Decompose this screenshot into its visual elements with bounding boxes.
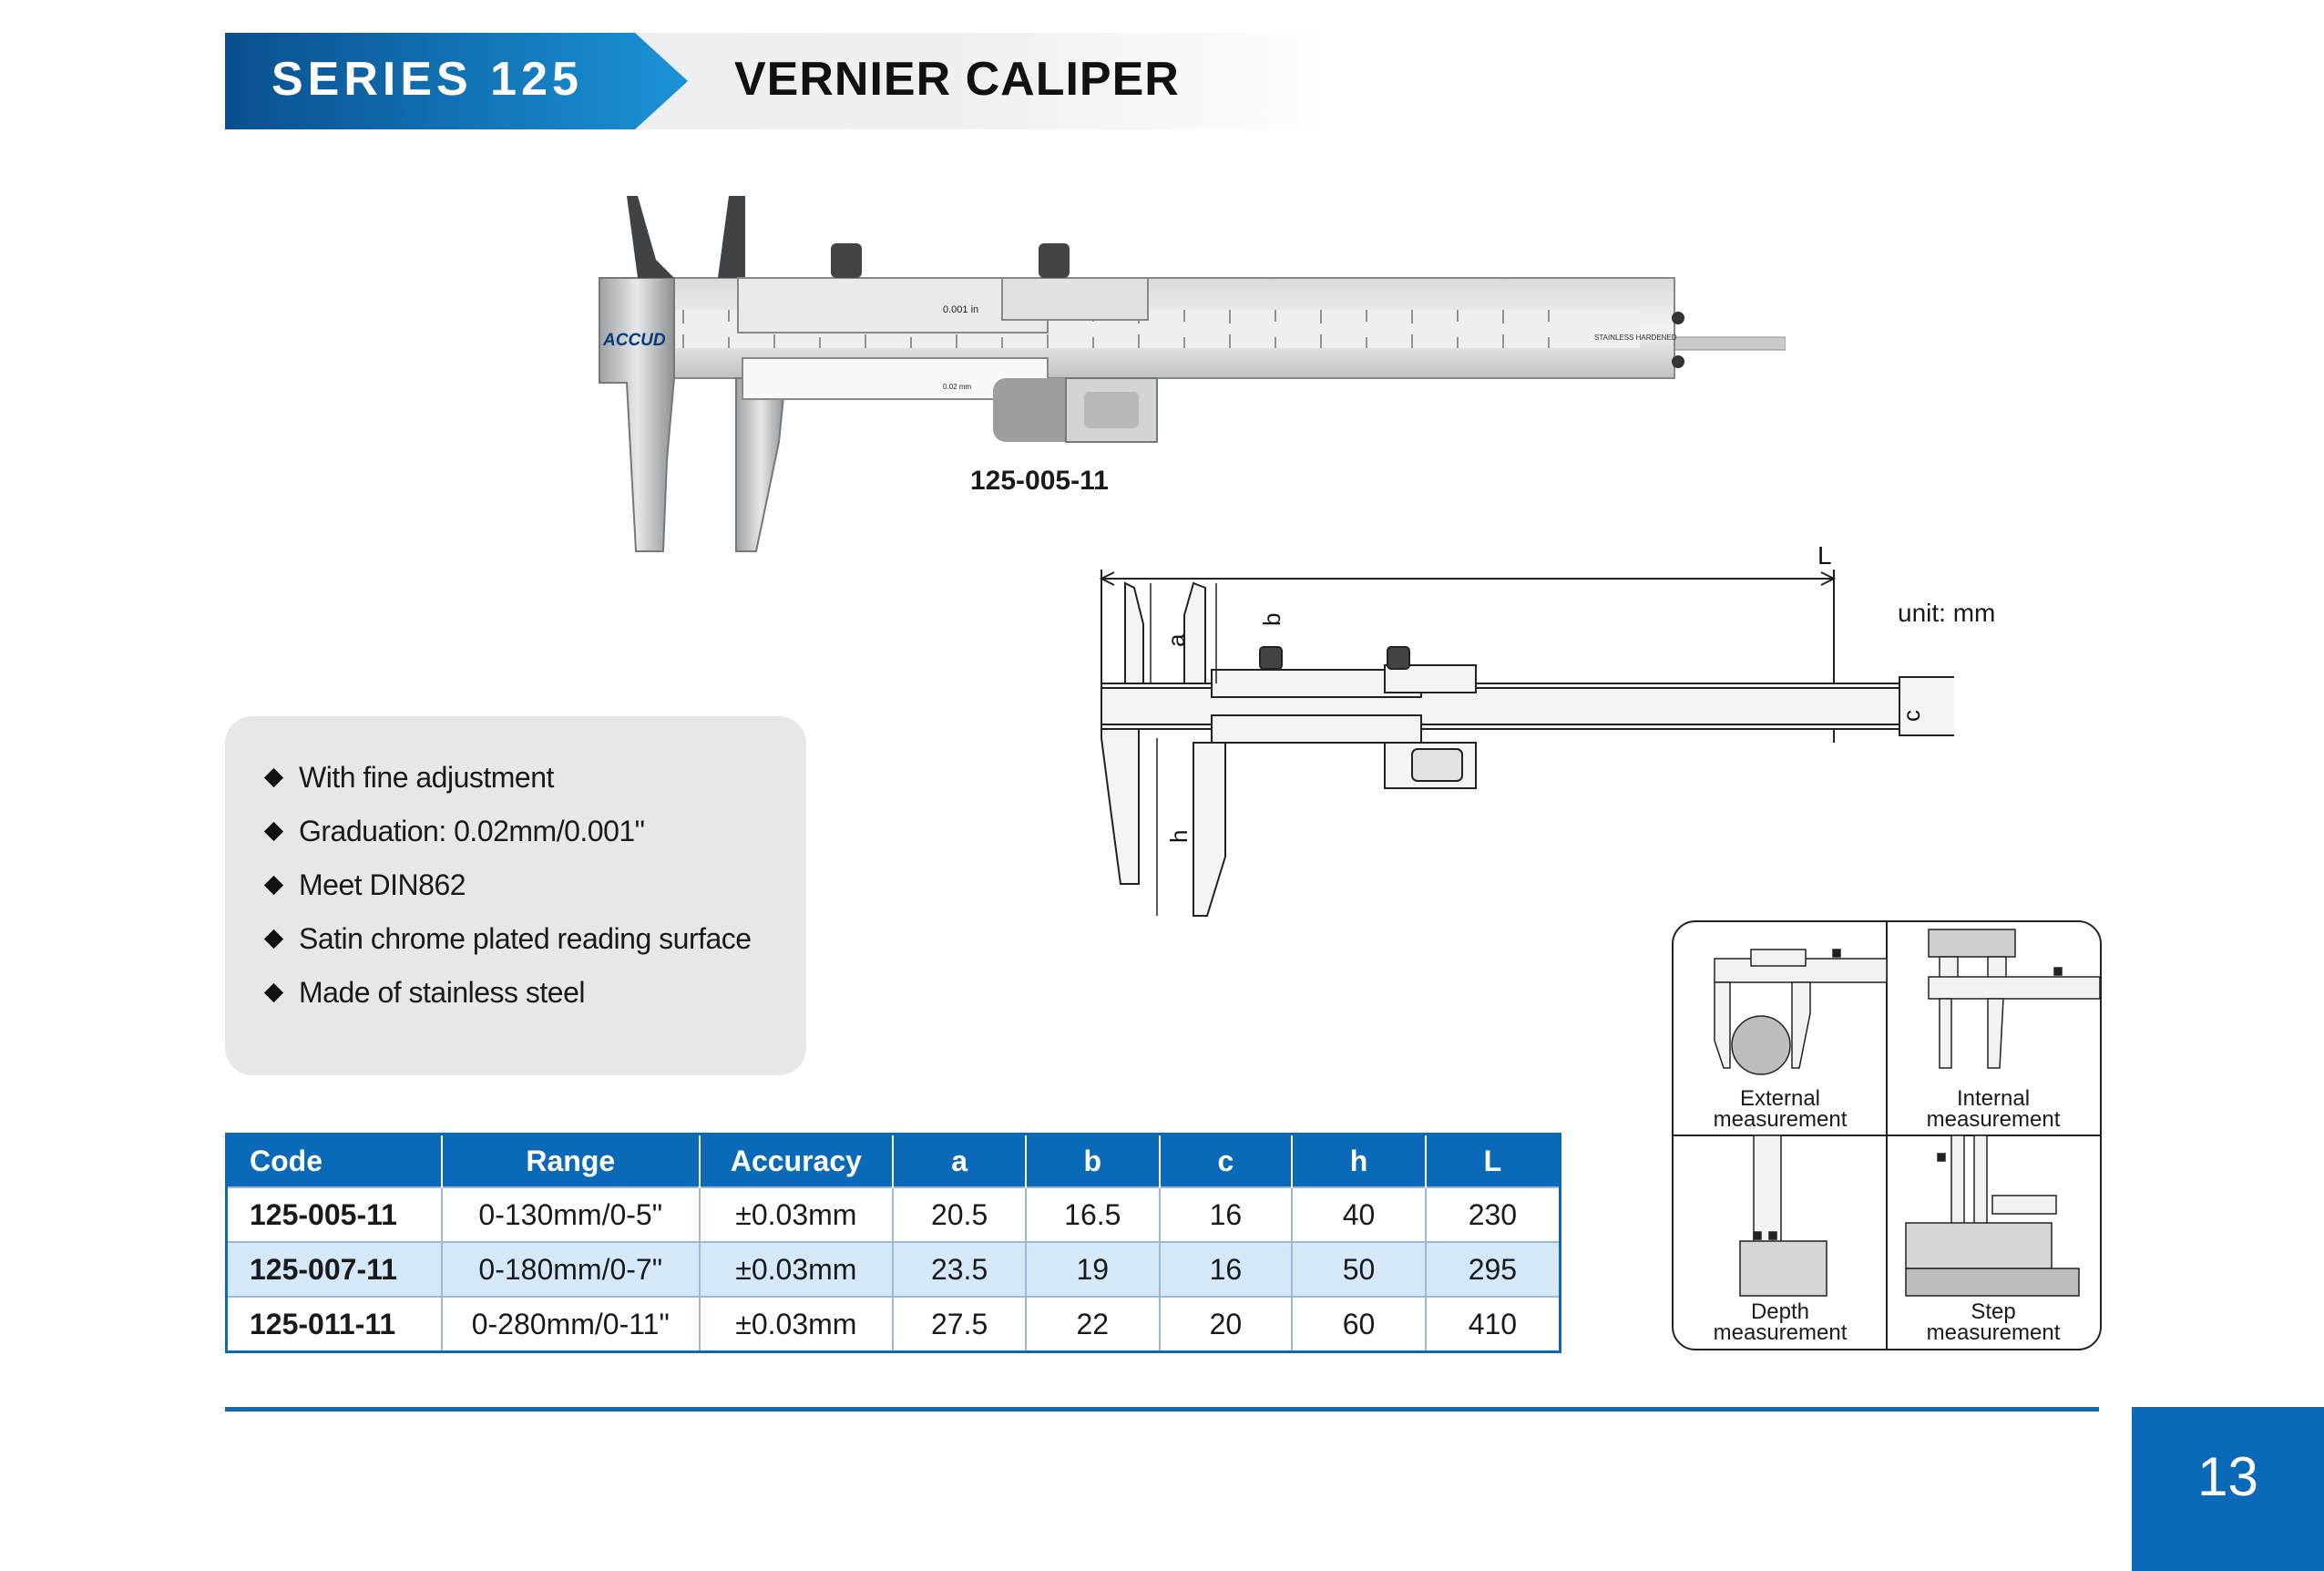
col-accuracy: Accuracy bbox=[700, 1135, 894, 1188]
photo-caption: 125-005-11 bbox=[970, 466, 1109, 496]
table-row bbox=[227, 1187, 1561, 1242]
cell-h: 60 bbox=[1292, 1297, 1426, 1352]
dim-c: c bbox=[1898, 710, 1925, 722]
cell-range: 0-180mm/0-7" bbox=[442, 1242, 699, 1297]
metric-scale-label: 0.02 mm bbox=[943, 383, 972, 391]
cell-b: 19 bbox=[1026, 1242, 1160, 1297]
cell-code: 125-011-11 bbox=[227, 1297, 443, 1352]
cell-accuracy: ±0.03mm bbox=[700, 1297, 894, 1352]
internal-measurement: Internal measurement bbox=[1926, 1086, 2061, 1132]
step-measurement: Step measurement bbox=[1926, 1299, 2061, 1345]
col-L: L bbox=[1426, 1135, 1561, 1188]
cell-code: 125-007-11 bbox=[227, 1242, 443, 1297]
bullet-icon bbox=[264, 768, 283, 787]
col-a: a bbox=[893, 1135, 1026, 1188]
cell-range: 0-130mm/0-5" bbox=[442, 1187, 699, 1242]
cell-h: 50 bbox=[1292, 1242, 1426, 1297]
cell-b: 22 bbox=[1026, 1297, 1160, 1352]
cell-L: 230 bbox=[1426, 1187, 1561, 1242]
cell-b: 16.5 bbox=[1026, 1187, 1160, 1242]
bullet-icon bbox=[264, 822, 283, 841]
series-label: SERIES 125 bbox=[271, 53, 583, 106]
features-panel bbox=[225, 716, 806, 1075]
measurement-types-panel bbox=[1672, 920, 2102, 1350]
external-measurement: External measurement bbox=[1713, 1086, 1848, 1132]
cell-a: 20.5 bbox=[893, 1187, 1026, 1242]
col-range: Range bbox=[442, 1135, 699, 1188]
page-title: VERNIER CALIPER bbox=[734, 53, 1180, 106]
cell-c: 20 bbox=[1160, 1297, 1293, 1352]
cell-L: 410 bbox=[1426, 1297, 1561, 1352]
dim-h: h bbox=[1165, 829, 1193, 843]
feature-item: Graduation: 0.02mm/0.001" bbox=[263, 805, 806, 858]
brand-logo: ACCUD bbox=[603, 331, 666, 350]
cell-code: 125-005-11 bbox=[227, 1187, 443, 1242]
table-row bbox=[227, 1242, 1561, 1297]
cell-a: 23.5 bbox=[893, 1242, 1026, 1297]
bullet-icon bbox=[264, 929, 283, 949]
unit-label: unit: mm bbox=[1898, 599, 1996, 627]
dim-L: L bbox=[1817, 542, 1832, 570]
footer-rule bbox=[225, 1407, 2099, 1412]
cell-L: 295 bbox=[1426, 1242, 1561, 1297]
col-b: b bbox=[1026, 1135, 1160, 1188]
cell-c: 16 bbox=[1160, 1187, 1293, 1242]
feature-item: With fine adjustment bbox=[263, 751, 806, 805]
feature-item: Made of stainless steel bbox=[263, 966, 806, 1020]
cell-a: 27.5 bbox=[893, 1297, 1026, 1352]
cell-h: 40 bbox=[1292, 1187, 1426, 1242]
table-row bbox=[227, 1297, 1561, 1352]
table-header-row bbox=[227, 1135, 1561, 1188]
bullet-icon bbox=[264, 983, 283, 1002]
dim-a: a bbox=[1162, 633, 1190, 647]
cell-range: 0-280mm/0-11" bbox=[442, 1297, 699, 1352]
feature-item: Meet DIN862 bbox=[263, 858, 806, 912]
feature-item: Satin chrome plated reading surface bbox=[263, 912, 806, 966]
col-h: h bbox=[1292, 1135, 1426, 1188]
stainless-stamp: STAINLESS HARDENED bbox=[1594, 334, 1677, 342]
cell-c: 16 bbox=[1160, 1242, 1293, 1297]
dimension-drawing bbox=[1089, 542, 1954, 934]
caliper-photo bbox=[583, 187, 1786, 570]
col-c: c bbox=[1160, 1135, 1293, 1188]
spec-table bbox=[225, 1133, 1561, 1353]
cell-accuracy: ±0.03mm bbox=[700, 1242, 894, 1297]
inch-scale-label: 0.001 in bbox=[943, 304, 979, 315]
page-number: 13 bbox=[2197, 1446, 2258, 1507]
dim-b: b bbox=[1258, 612, 1285, 626]
cell-accuracy: ±0.03mm bbox=[700, 1187, 894, 1242]
depth-measurement: Depth measurement bbox=[1713, 1299, 1848, 1345]
col-code: Code bbox=[227, 1135, 443, 1188]
bullet-icon bbox=[264, 876, 283, 895]
